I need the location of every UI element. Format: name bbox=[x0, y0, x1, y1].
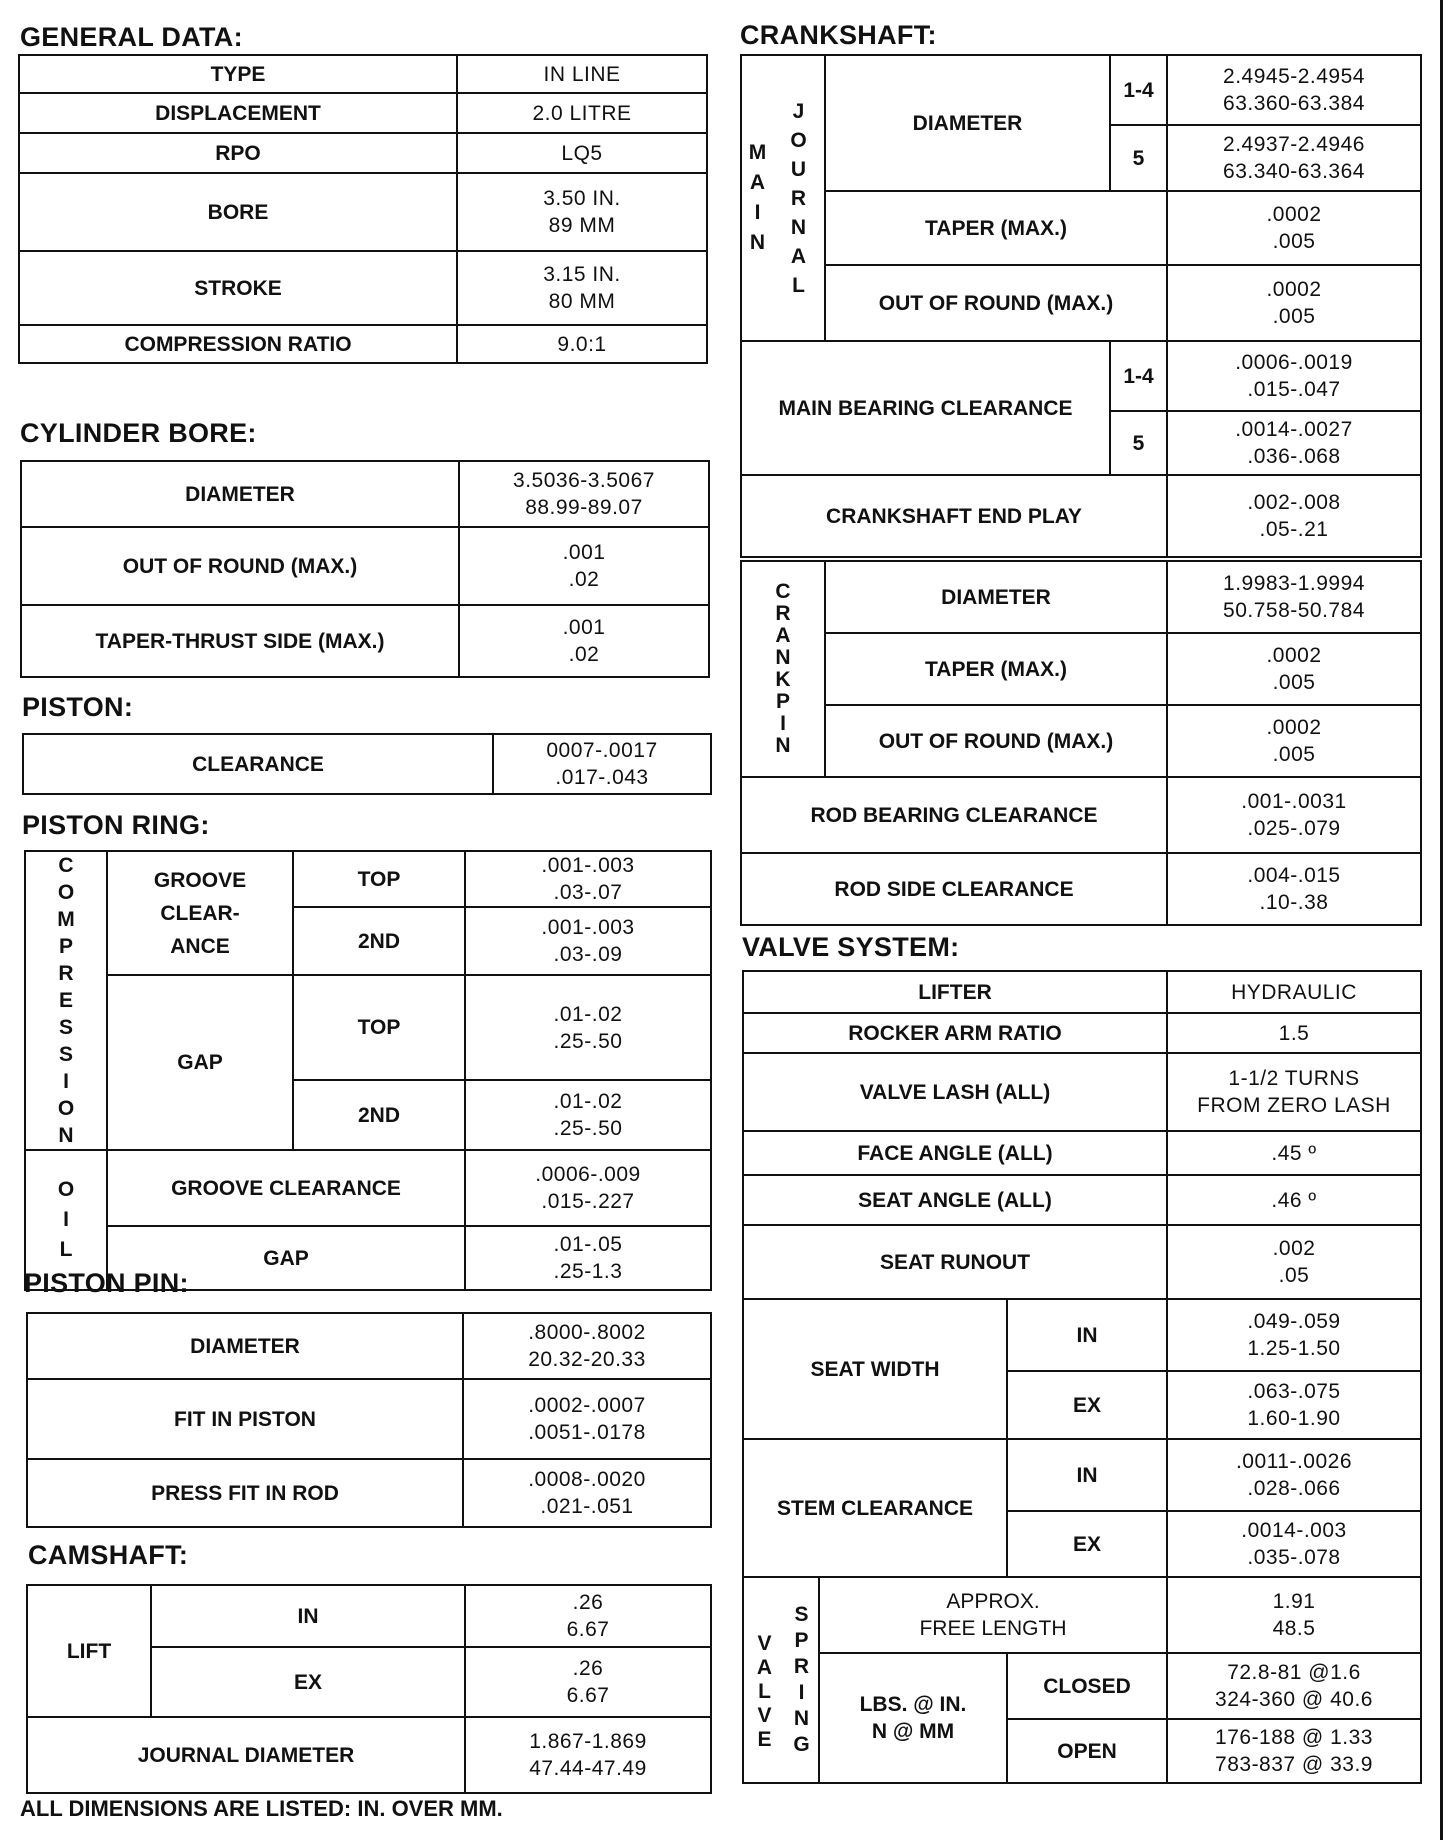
value-mm: .005 bbox=[1272, 230, 1316, 253]
main-journal-table bbox=[740, 54, 1422, 342]
general-data-title: GENERAL DATA: bbox=[20, 22, 243, 52]
letter: I bbox=[780, 712, 786, 735]
rod-side-clearance-label: ROD SIDE CLEARANCE bbox=[741, 853, 1167, 925]
stem-clearance-ex-value bbox=[1167, 1511, 1421, 1577]
rocker-arm-ratio-label: ROCKER ARM RATIO bbox=[743, 1013, 1167, 1053]
rod-side-clearance-value bbox=[1167, 853, 1421, 925]
value-mm: .03-.09 bbox=[553, 943, 623, 966]
gap-2nd-value bbox=[465, 1080, 711, 1150]
value-in: .01-.05 bbox=[553, 1233, 623, 1256]
value-in: .004-.015 bbox=[1247, 864, 1341, 887]
value-mm: 47.44-47.49 bbox=[529, 1757, 647, 1780]
table-row bbox=[21, 461, 709, 527]
valve-vertical-label bbox=[743, 1577, 785, 1783]
letter: N bbox=[793, 1707, 810, 1730]
letter: C bbox=[58, 854, 74, 877]
value-mm: .05-.21 bbox=[1259, 518, 1329, 541]
mbc-5-label: 5 bbox=[1110, 411, 1167, 475]
value-in: .26 bbox=[572, 1591, 604, 1614]
fit-in-piston-value bbox=[463, 1379, 711, 1459]
table-row bbox=[743, 1653, 1421, 1719]
main-bearing-table bbox=[740, 340, 1422, 558]
seat-width-ex-value bbox=[1167, 1371, 1421, 1439]
displacement-value: 2.0 LITRE bbox=[457, 93, 707, 133]
bore-out-of-round-value bbox=[459, 527, 709, 605]
letter: M bbox=[57, 908, 75, 931]
free-length-label bbox=[819, 1577, 1167, 1653]
table-row bbox=[27, 1717, 711, 1793]
value-mm: .03-.07 bbox=[553, 881, 623, 904]
gap-label: GAP bbox=[107, 975, 293, 1150]
value-in: .0011-.0026 bbox=[1235, 1450, 1353, 1473]
value-mm: 88.99-89.07 bbox=[525, 496, 643, 519]
letter: A bbox=[775, 624, 791, 647]
value-mm: .02 bbox=[568, 643, 600, 666]
value-mm: 48.5 bbox=[1272, 1617, 1316, 1640]
crankpin-taper-label: TAPER (MAX.) bbox=[825, 633, 1167, 705]
value-line: FROM ZERO LASH bbox=[1197, 1094, 1391, 1117]
cylinder-bore-title: CYLINDER BORE: bbox=[20, 418, 257, 448]
letter: I bbox=[63, 1070, 69, 1093]
table-row bbox=[743, 1225, 1421, 1299]
table-row bbox=[741, 55, 1421, 125]
letter: A bbox=[749, 171, 766, 194]
lifter-value: HYDRAULIC bbox=[1167, 971, 1421, 1013]
mbc-5-value bbox=[1167, 411, 1421, 475]
bore-value bbox=[457, 173, 707, 251]
seat-angle-value: .46 º bbox=[1167, 1175, 1421, 1225]
groove-2nd-value bbox=[465, 907, 711, 975]
crankpin-table bbox=[740, 560, 1422, 926]
journal-diameter-label: JOURNAL DIAMETER bbox=[27, 1717, 465, 1793]
value-mm: .005 bbox=[1272, 305, 1316, 328]
table-row bbox=[743, 1053, 1421, 1131]
fit-in-piston-label: FIT IN PISTON bbox=[27, 1379, 463, 1459]
value-in: .049-.059 bbox=[1247, 1310, 1341, 1333]
value-mm: .021-.051 bbox=[540, 1495, 634, 1518]
value-in: .001-.003 bbox=[541, 916, 635, 939]
bore-mm: 89 MM bbox=[548, 214, 616, 237]
table-row bbox=[741, 341, 1421, 411]
letter: K bbox=[775, 668, 791, 691]
stem-clearance-label: STEM CLEARANCE bbox=[743, 1439, 1007, 1577]
compression-vertical-label bbox=[25, 851, 107, 1150]
letter: P bbox=[794, 1629, 809, 1652]
letter: O bbox=[57, 881, 75, 904]
seat-runout-label: SEAT RUNOUT bbox=[743, 1225, 1167, 1299]
letter: P bbox=[775, 690, 790, 713]
value-mm: 1.60-1.90 bbox=[1247, 1407, 1341, 1430]
stroke-mm: 80 MM bbox=[548, 290, 616, 313]
table-row bbox=[743, 1299, 1421, 1371]
stem-clearance-ex-label: EX bbox=[1007, 1511, 1167, 1577]
value-mm: .25-.50 bbox=[553, 1029, 623, 1053]
table-row bbox=[743, 1439, 1421, 1511]
main-bearing-clearance-label: MAIN BEARING CLEARANCE bbox=[741, 341, 1110, 475]
seat-runout-value bbox=[1167, 1225, 1421, 1299]
value-mm: 783-837 @ 33.9 bbox=[1215, 1753, 1373, 1776]
oil-gap-label: GAP bbox=[107, 1226, 465, 1290]
general-data-table bbox=[18, 54, 708, 364]
value-in: 2.4945-2.4954 bbox=[1223, 65, 1365, 88]
table-row bbox=[27, 1379, 711, 1459]
end-play-label: CRANKSHAFT END PLAY bbox=[741, 475, 1167, 557]
value-in: .0002 bbox=[1266, 716, 1322, 739]
value-in: .001-.0031 bbox=[1241, 790, 1347, 813]
letter: S bbox=[58, 1043, 73, 1066]
seat-width-ex-label: EX bbox=[1007, 1371, 1167, 1439]
letter: P bbox=[58, 935, 73, 958]
table-row bbox=[27, 1313, 711, 1379]
rocker-arm-ratio-value: 1.5 bbox=[1167, 1013, 1421, 1053]
journal-taper-label: TAPER (MAX.) bbox=[825, 191, 1167, 265]
label-line: N @ MM bbox=[871, 1720, 955, 1743]
letter: N bbox=[58, 1124, 74, 1147]
crankpin-vertical-label bbox=[741, 561, 825, 777]
bore-taper-value bbox=[459, 605, 709, 677]
groove-clearance-label bbox=[107, 851, 293, 975]
value-mm: .10-.38 bbox=[1259, 891, 1329, 914]
page-frame-right-rule bbox=[1440, 0, 1443, 1840]
table-row bbox=[743, 1175, 1421, 1225]
bore-diameter-label: DIAMETER bbox=[21, 461, 459, 527]
table-row bbox=[21, 605, 709, 677]
lift-ex-value bbox=[465, 1647, 711, 1717]
stroke-label: STROKE bbox=[19, 251, 457, 325]
table-row bbox=[741, 475, 1421, 557]
valve-system-title: VALVE SYSTEM: bbox=[742, 932, 960, 962]
bore-diameter-value bbox=[459, 461, 709, 527]
main-vertical-label bbox=[741, 55, 773, 341]
table-row bbox=[743, 1577, 1421, 1653]
label-line: APPROX. bbox=[946, 1590, 1040, 1613]
letter: V bbox=[757, 1704, 772, 1727]
piston-table bbox=[22, 733, 712, 795]
letter: E bbox=[58, 989, 73, 1012]
letter: O bbox=[57, 1097, 75, 1120]
value-mm: .25-.50 bbox=[553, 1117, 623, 1140]
letter: J bbox=[792, 99, 805, 123]
value-in: 2.4937-2.4946 bbox=[1223, 133, 1365, 156]
oil-groove-clearance-value bbox=[465, 1150, 711, 1226]
oil-groove-clearance-label: GROOVE CLEARANCE bbox=[107, 1150, 465, 1226]
crankshaft-title: CRANKSHAFT: bbox=[740, 20, 937, 50]
value-mm: 63.340-63.364 bbox=[1223, 160, 1365, 183]
value-in: 3.5036-3.5067 bbox=[513, 469, 655, 492]
value-mm: .035-.078 bbox=[1247, 1546, 1341, 1569]
table-row bbox=[27, 1459, 711, 1527]
spring-vertical-label bbox=[785, 1577, 819, 1783]
table-row bbox=[19, 173, 707, 251]
crankpin-oor-value bbox=[1167, 705, 1421, 777]
free-length-value bbox=[1167, 1577, 1421, 1653]
valve-lash-value bbox=[1167, 1053, 1421, 1131]
lift-label: LIFT bbox=[27, 1585, 151, 1717]
letter: I bbox=[754, 201, 761, 224]
value-mm: 6.67 bbox=[566, 1684, 610, 1707]
table-row bbox=[19, 55, 707, 93]
displacement-label: DISPLACEMENT bbox=[19, 93, 457, 133]
closed-value bbox=[1167, 1653, 1421, 1719]
stroke-value bbox=[457, 251, 707, 325]
lift-in-label: IN bbox=[151, 1585, 465, 1647]
groove-top-value bbox=[465, 851, 711, 907]
footer-note: ALL DIMENSIONS ARE LISTED: IN. OVER MM. bbox=[20, 1796, 503, 1821]
value-line: 1-1/2 TURNS bbox=[1228, 1067, 1360, 1090]
table-row bbox=[19, 251, 707, 325]
pin-diameter-label: DIAMETER bbox=[27, 1313, 463, 1379]
piston-clearance-label: CLEARANCE bbox=[23, 734, 493, 794]
journal-vertical-label bbox=[773, 55, 825, 341]
journal-1-4-label: 1-4 bbox=[1110, 55, 1167, 125]
value-mm: .005 bbox=[1272, 743, 1316, 766]
value-in: .0002 bbox=[1266, 278, 1322, 301]
seat-width-in-value bbox=[1167, 1299, 1421, 1371]
letter: C bbox=[775, 580, 791, 603]
face-angle-label: FACE ANGLE (ALL) bbox=[743, 1131, 1167, 1175]
letter: E bbox=[757, 1728, 772, 1751]
lifter-label: LIFTER bbox=[743, 971, 1167, 1013]
table-row bbox=[743, 971, 1421, 1013]
value-in: .001 bbox=[562, 616, 606, 639]
value-in: .063-.075 bbox=[1247, 1380, 1341, 1403]
letter: R bbox=[793, 1655, 810, 1678]
value-in: .001 bbox=[562, 541, 606, 564]
crankpin-oor-label: OUT OF ROUND (MAX.) bbox=[825, 705, 1167, 777]
open-value bbox=[1167, 1719, 1421, 1783]
second-label: 2ND bbox=[293, 1080, 465, 1150]
stem-clearance-in-label: IN bbox=[1007, 1439, 1167, 1511]
letter: M bbox=[748, 141, 767, 164]
letter: U bbox=[790, 157, 807, 181]
press-fit-label: PRESS FIT IN ROD bbox=[27, 1459, 463, 1527]
table-row bbox=[25, 1150, 711, 1226]
bore-taper-label: TAPER-THRUST SIDE (MAX.) bbox=[21, 605, 459, 677]
open-label: OPEN bbox=[1007, 1719, 1167, 1783]
value-mm: 50.758-50.784 bbox=[1223, 599, 1365, 622]
bore-in: 3.50 IN. bbox=[543, 187, 621, 210]
compression-ratio-label: COMPRESSION RATIO bbox=[19, 325, 457, 363]
letter: S bbox=[794, 1603, 809, 1626]
crankpin-diameter-label: DIAMETER bbox=[825, 561, 1167, 633]
letter: N bbox=[749, 231, 766, 254]
value-in: .002-.008 bbox=[1247, 491, 1341, 514]
lbs-n-label bbox=[819, 1653, 1007, 1783]
label-line: GROOVE bbox=[153, 868, 247, 892]
piston-pin-title: PISTON PIN: bbox=[24, 1268, 189, 1298]
journal-taper-value bbox=[1167, 191, 1421, 265]
value-in: .001-.003 bbox=[541, 854, 635, 877]
stem-clearance-in-value bbox=[1167, 1439, 1421, 1511]
journal-5-label: 5 bbox=[1110, 125, 1167, 191]
letter: G bbox=[793, 1733, 810, 1756]
value-in: .0014-.0027 bbox=[1235, 418, 1353, 441]
table-row bbox=[25, 851, 711, 907]
second-label: 2ND bbox=[293, 907, 465, 975]
valve-lash-label: VALVE LASH (ALL) bbox=[743, 1053, 1167, 1131]
table-row bbox=[743, 1013, 1421, 1053]
rod-bearing-clearance-label: ROD BEARING CLEARANCE bbox=[741, 777, 1167, 853]
seat-width-in-label: IN bbox=[1007, 1299, 1167, 1371]
mbc-1-4-value bbox=[1167, 341, 1421, 411]
label-line: ANCE bbox=[170, 934, 230, 958]
table-row bbox=[741, 633, 1421, 705]
table-row bbox=[741, 561, 1421, 633]
value-mm: .017-.043 bbox=[555, 766, 649, 789]
value-mm: .0051-.0178 bbox=[528, 1421, 646, 1444]
letter: R bbox=[775, 602, 791, 625]
table-row bbox=[27, 1585, 711, 1647]
piston-title: PISTON: bbox=[22, 692, 134, 722]
compression-ratio-value: 9.0:1 bbox=[457, 325, 707, 363]
camshaft-title: CAMSHAFT: bbox=[28, 1540, 189, 1570]
journal-oor-value bbox=[1167, 265, 1421, 341]
value-mm: .025-.079 bbox=[1247, 817, 1341, 840]
top-label: TOP bbox=[293, 851, 465, 907]
value-in: .26 bbox=[572, 1657, 604, 1680]
lift-ex-label: EX bbox=[151, 1647, 465, 1717]
value-in: .002 bbox=[1272, 1237, 1316, 1260]
value-mm: 6.67 bbox=[566, 1618, 610, 1641]
seat-angle-label: SEAT ANGLE (ALL) bbox=[743, 1175, 1167, 1225]
value-mm: 324-360 @ 40.6 bbox=[1215, 1688, 1373, 1711]
label-line: FREE LENGTH bbox=[919, 1617, 1067, 1640]
rpo-value: LQ5 bbox=[457, 133, 707, 173]
label-line: CLEAR- bbox=[160, 901, 240, 925]
lift-in-value bbox=[465, 1585, 711, 1647]
value-mm: 1.25-1.50 bbox=[1247, 1337, 1341, 1360]
letter: R bbox=[790, 186, 807, 210]
closed-label: CLOSED bbox=[1007, 1653, 1167, 1719]
table-row bbox=[25, 975, 711, 1080]
piston-pin-table bbox=[26, 1312, 712, 1528]
value-mm: 63.360-63.384 bbox=[1223, 92, 1365, 115]
table-row bbox=[21, 527, 709, 605]
value-in: .0002-.0007 bbox=[528, 1394, 646, 1417]
letter: A bbox=[790, 244, 807, 268]
top-label: TOP bbox=[293, 975, 465, 1080]
journal-diameter-value bbox=[465, 1717, 711, 1793]
journal-oor-label: OUT OF ROUND (MAX.) bbox=[825, 265, 1167, 341]
letter: I bbox=[63, 1208, 69, 1231]
value-in: .0008-.0020 bbox=[528, 1468, 646, 1491]
value-mm: .036-.068 bbox=[1247, 445, 1341, 468]
crankpin-taper-value bbox=[1167, 633, 1421, 705]
face-angle-value: .45 º bbox=[1167, 1131, 1421, 1175]
value-in: 1.91 bbox=[1272, 1590, 1316, 1613]
value-in: 1.9983-1.9994 bbox=[1223, 572, 1365, 595]
end-play-value bbox=[1167, 475, 1421, 557]
table-row bbox=[19, 325, 707, 363]
value-in: .8000-.8002 bbox=[528, 1321, 646, 1344]
pin-diameter-value bbox=[463, 1313, 711, 1379]
letter: O bbox=[790, 128, 807, 152]
value-in: 0007-.0017 bbox=[546, 739, 658, 762]
crankpin-diameter-value bbox=[1167, 561, 1421, 633]
table-row bbox=[741, 777, 1421, 853]
value-in: .01-.02 bbox=[553, 1002, 623, 1026]
label-line: LBS. @ IN. bbox=[859, 1693, 967, 1716]
value-mm: .015-.227 bbox=[541, 1190, 635, 1213]
value-in: .0014-.003 bbox=[1241, 1519, 1347, 1542]
valve-system-table bbox=[742, 970, 1422, 1784]
stroke-in: 3.15 IN. bbox=[543, 263, 621, 286]
cylinder-bore-table bbox=[20, 460, 710, 678]
value-in: 176-188 @ 1.33 bbox=[1215, 1726, 1373, 1749]
rpo-label: RPO bbox=[19, 133, 457, 173]
value-mm: .005 bbox=[1272, 671, 1316, 694]
value-in: .0002 bbox=[1266, 644, 1322, 667]
press-fit-value bbox=[463, 1459, 711, 1527]
value-in: 1.867-1.869 bbox=[529, 1730, 647, 1753]
table-row bbox=[19, 93, 707, 133]
value-mm: .02 bbox=[568, 568, 600, 591]
letter: I bbox=[798, 1681, 805, 1704]
value-mm: .015-.047 bbox=[1247, 378, 1341, 401]
piston-ring-title: PISTON RING: bbox=[22, 810, 210, 840]
value-mm: .05 bbox=[1278, 1264, 1310, 1287]
letter: V bbox=[757, 1632, 772, 1655]
letter: S bbox=[58, 1016, 73, 1039]
value-in: .01-.02 bbox=[553, 1090, 623, 1113]
letter: A bbox=[756, 1656, 773, 1679]
letter: N bbox=[775, 646, 791, 669]
piston-ring-table bbox=[24, 850, 712, 1291]
journal-diameter-label: DIAMETER bbox=[825, 55, 1110, 191]
value-in: .0006-.009 bbox=[535, 1163, 641, 1186]
value-mm: .028-.066 bbox=[1247, 1477, 1341, 1500]
camshaft-table bbox=[26, 1584, 712, 1794]
letter: R bbox=[58, 962, 74, 985]
table-row bbox=[741, 705, 1421, 777]
table-row bbox=[19, 133, 707, 173]
table-row bbox=[23, 734, 711, 794]
letter: O bbox=[57, 1178, 75, 1201]
letter: L bbox=[59, 1238, 73, 1261]
piston-clearance-value bbox=[493, 734, 711, 794]
seat-width-label: SEAT WIDTH bbox=[743, 1299, 1007, 1439]
value-mm: .25-1.3 bbox=[553, 1260, 623, 1283]
value-in: .0002 bbox=[1266, 203, 1322, 226]
journal-1-4-value bbox=[1167, 55, 1421, 125]
value-in: 72.8-81 @1.6 bbox=[1227, 1661, 1361, 1684]
gap-top-value bbox=[465, 975, 711, 1080]
table-row bbox=[741, 191, 1421, 265]
letter: N bbox=[790, 215, 807, 239]
value-mm: 20.32-20.33 bbox=[528, 1348, 646, 1371]
mbc-1-4-label: 1-4 bbox=[1110, 341, 1167, 411]
rod-bearing-clearance-value bbox=[1167, 777, 1421, 853]
bore-label: BORE bbox=[19, 173, 457, 251]
oil-gap-value bbox=[465, 1226, 711, 1290]
journal-5-value bbox=[1167, 125, 1421, 191]
letter: N bbox=[775, 734, 791, 757]
bore-out-of-round-label: OUT OF ROUND (MAX.) bbox=[21, 527, 459, 605]
table-row bbox=[741, 265, 1421, 341]
value-in: .0006-.0019 bbox=[1235, 351, 1353, 374]
table-row bbox=[741, 853, 1421, 925]
letter: L bbox=[792, 273, 805, 297]
type-value: IN LINE bbox=[457, 55, 707, 93]
letter: L bbox=[758, 1680, 771, 1703]
table-row bbox=[743, 1131, 1421, 1175]
type-label: TYPE bbox=[19, 55, 457, 93]
